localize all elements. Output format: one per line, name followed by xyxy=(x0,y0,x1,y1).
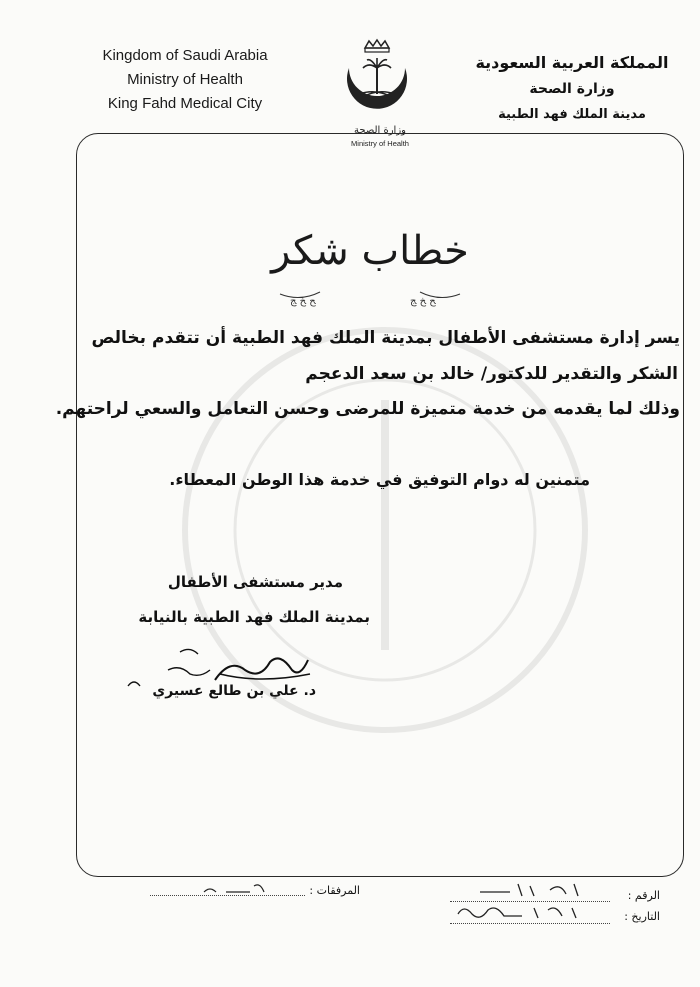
header-ar-city: مدينة الملك فهد الطبية xyxy=(498,107,646,122)
handwritten-number xyxy=(470,878,600,900)
body-line-2: الشكر والتقدير للدكتور/ خالد بن سعد الدعجم xyxy=(305,364,678,384)
handwritten-date xyxy=(452,900,602,924)
header-ar-ministry: وزارة الصحة xyxy=(529,81,615,97)
header-ar-kingdom: المملكة العربية السعودية xyxy=(475,53,669,72)
header-en-ministry: Ministry of Health xyxy=(127,71,243,88)
body-line-3: وذلك لما يقدمه من خدمة متميزة للمرضى وحسن التعامل والسعي لراحتهم. xyxy=(55,399,680,419)
saudi-palm-swords-emblem-icon xyxy=(337,38,417,116)
svg-text:ﺢ ﺦ ﺞ: ﺢ ﺦ ﺞ xyxy=(290,296,316,307)
header-arabic xyxy=(462,50,682,128)
header-en-city: King Fahd Medical City xyxy=(107,95,263,112)
header-english xyxy=(80,44,290,116)
header-en-kingdom: Kingdom of Saudi Arabia xyxy=(102,47,268,64)
signatory-title-1: مدير مستشفى الأطفال xyxy=(167,573,343,591)
closing-line: متمنين له دوام التوفيق في خدمة هذا الوطن المعطاء. xyxy=(169,470,590,489)
attachments-label: المرفقات : xyxy=(309,884,360,897)
letter-title: خطاب شكر xyxy=(271,228,469,274)
signatory-title-2: بمدينة الملك فهد الطبية بالنيابة xyxy=(138,608,370,626)
number-label: الرقم : xyxy=(627,889,660,902)
signatory-name: د. علي بن طالع عسيري xyxy=(152,683,316,699)
date-label: التاريخ : xyxy=(624,910,660,923)
body-line-1: يسر إدارة مستشفى الأطفال بمدينة الملك فهد الطبية أن تتقدم بخالص xyxy=(91,328,680,348)
emblem-caption-ar: وزارة الصحة xyxy=(354,125,406,136)
emblem-caption-en: Ministry of Health xyxy=(351,139,409,148)
title-ornament-icon xyxy=(270,232,470,312)
svg-text:ﺢ ﺦ ﺞ: ﺢ ﺦ ﺞ xyxy=(410,296,436,307)
handwritten-attachments xyxy=(200,880,270,898)
